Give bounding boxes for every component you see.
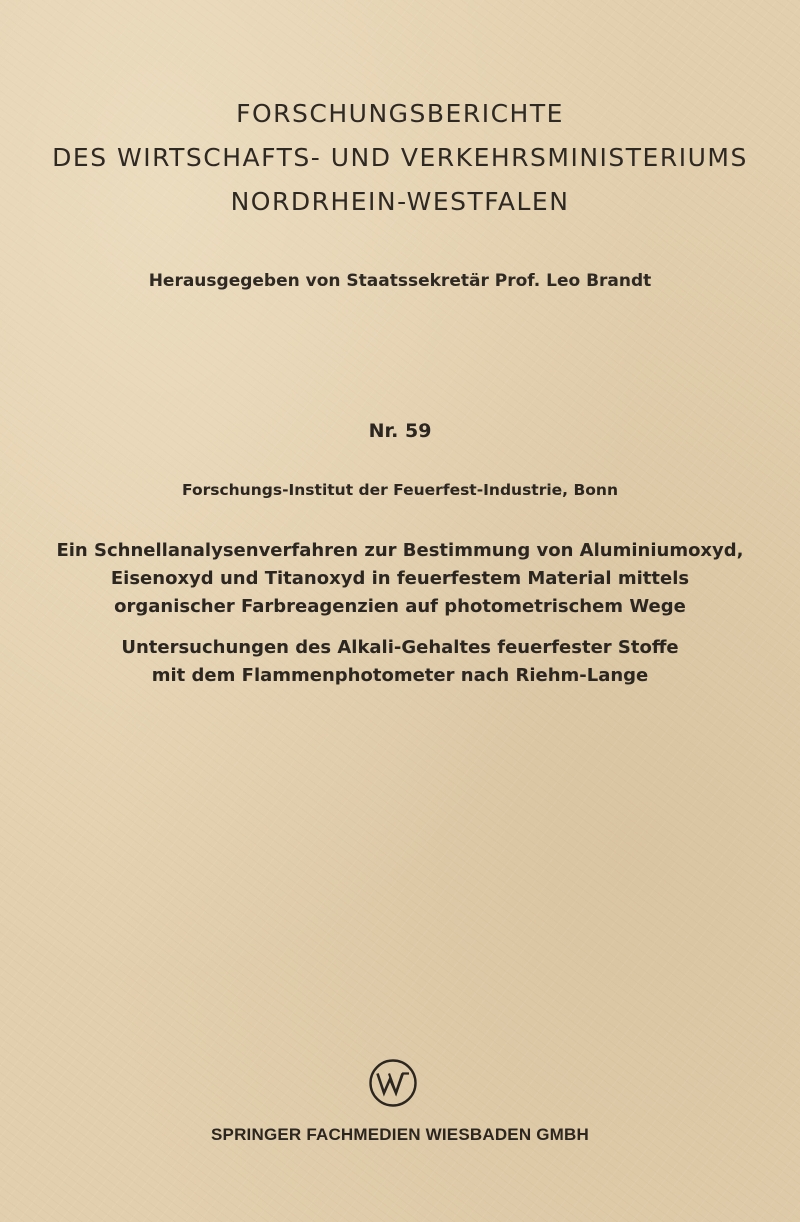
work-1-title-line: Ein Schnellanalysenverfahren zur Bestimmung von Aluminiumoxyd, [56,540,744,561]
work-1-title-line: organischer Farbreagenzien auf photometrischem Wege [114,596,686,617]
series-title-line-3: NORDRHEIN-WESTFALEN [230,187,570,216]
editor-credit: Herausgegeben von Staatssekretär Prof. Leo Brandt [148,271,652,291]
work-1-title-line: Eisenoxyd und Titanoxyd in feuerfestem Material mittels [110,568,690,589]
springer-wv-logo-icon [368,1058,418,1108]
publisher-name: SPRINGER FACHMEDIEN WIESBADEN GMBH [211,1125,589,1144]
institute-name: Forschungs-Institut der Feuerfest-Industrie, Bonn [181,481,618,499]
work-2-title-line: Untersuchungen des Alkali-Gehaltes feuerfester Stoffe [121,637,679,658]
report-number: Nr. 59 [368,420,432,442]
work-2-title-line: mit dem Flammenphotometer nach Riehm-Lange [151,665,649,686]
series-title-line-2: DES WIRTSCHAFTS- UND VERKEHRSMINISTERIUMS [52,143,748,172]
series-title-line-1: FORSCHUNGSBERICHTE [236,99,564,128]
